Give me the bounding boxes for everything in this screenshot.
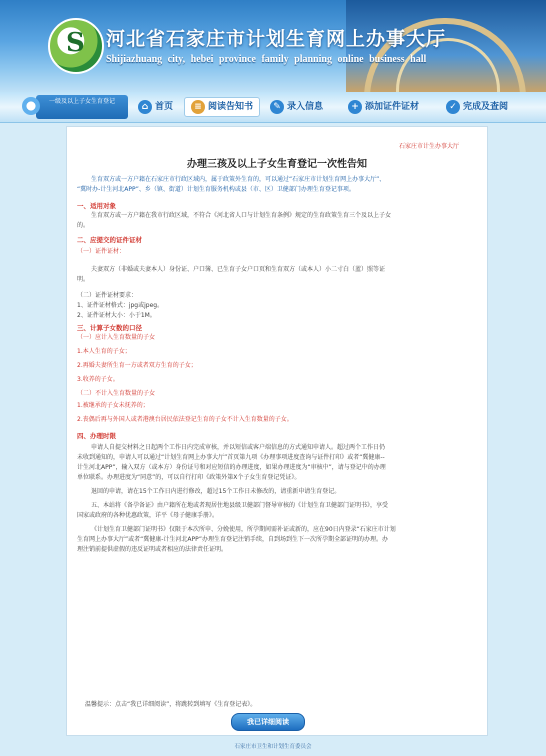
section-2-text-2: 明。 <box>77 276 90 283</box>
section-4-line-1: 申请人自提交材料之日起两个工作日内完成审核，并以短信或客户端信息的方式通知申请人。超过两个工作日仍 <box>91 444 386 451</box>
notice-tip: 温馨提示：点击“我已详细阅读”，将跳转到填写《生育登记表》。 <box>85 701 257 708</box>
intro-line-1: 生育双方或一方户籍在石家庄市行政区域内，属于政策外生育的，可以通过“石家庄市计划生育网上办事大厅”、 <box>91 176 386 183</box>
navbar <box>0 92 546 123</box>
nav-complete[interactable] <box>446 98 508 116</box>
breadcrumb[interactable]: 石家庄市计生办事大厅 <box>398 143 459 150</box>
nav-complete-label: 完成及查阅 <box>463 102 509 112</box>
section-1-text-1: 生育双方或一方户籍在我市行政区域，不符合《河北省人口与计划生育条例》规定的生育政策生育三个及以上子女 <box>91 212 392 219</box>
nav-read-notice[interactable] <box>184 97 260 117</box>
nav-upload[interactable] <box>348 98 419 116</box>
intro-line-2: “冀时办-计生河北APP”、乡（镇、街道）计划生育服务机构或县（市、区）卫健部门办理生育登记事项。 <box>77 186 355 193</box>
section-2-sub-2: （二）证件证材要求： <box>77 292 138 299</box>
section-3-sub-2: （二）不计入生育数量的子女 <box>77 390 156 397</box>
section-5-line-5: 理注销前提供虚假的违反证明或者相应的法律责任证明。 <box>77 546 228 553</box>
nav-read-notice-label: 阅读告知书 <box>208 102 254 112</box>
section-3-item-a1: 1.本人生育的子女； <box>77 348 131 355</box>
section-3-item-a2: 2.再婚夫妻所生育一方或者双方生育的子女； <box>77 362 197 369</box>
section-5-line-1: 五、本站将《备孕备证》由户籍所在地或者现居住地县级卫健部门督导审核的《计划生育卫健部门证明书》，享受 <box>91 502 389 509</box>
footer: 石家庄市卫生和计划生育委员会 <box>234 744 312 750</box>
section-4-line-4: 单位联系。办理进度为“同意”的，可以自行打印《政策外第X个子女生育登记凭证》。 <box>77 474 301 481</box>
section-3-item-b1: 1.被继承的子女未抚养的； <box>77 402 149 409</box>
section-3-item-a3: 3.收养的子女。 <box>77 376 119 383</box>
site-title: 河北省石家庄市计划生育网上办事大厅 <box>106 29 447 50</box>
upload-icon: + <box>348 100 362 114</box>
nav-home-label: 首页 <box>155 102 174 112</box>
nav-home[interactable] <box>138 98 173 116</box>
nav-brand-label: 一级及以上子女生育登记 <box>48 98 115 105</box>
section-2-title: 二、应提交的证件证材 <box>77 236 142 244</box>
section-1-title: 一、适用对象 <box>77 202 116 210</box>
section-4-line-3: 计生河北APP”，输入双方（或本方）身份证号和对应短信的办理进度，如果办理进度为“审核中”，请与登记中的办理 <box>77 464 386 471</box>
section-3-item-b2: 2.丧偶后再与外国人或者港澳台居民依法登记生育的子女不计入生育数量的子女。 <box>77 416 293 423</box>
nav-enter-info-label: 录入信息 <box>287 102 324 112</box>
home-icon: ⌂ <box>138 100 152 114</box>
section-2-req-2: 2、证件证材大小：小于1M。 <box>77 312 156 319</box>
section-5-line-2: 国家或政府的各种优惠政策，详平《母子健康手册》。 <box>77 512 219 519</box>
notice-content <box>77 175 477 555</box>
page-title: 办理三孩及以上子女生育登记一次性告知 <box>187 159 367 170</box>
check-icon: ✓ <box>446 100 460 114</box>
section-3-title: 三、计算子女数的口径 <box>77 324 142 332</box>
nav-upload-label: 添加证件证材 <box>365 102 420 112</box>
section-2-sub-1: （一）证件证材： <box>77 248 126 255</box>
section-5-line-3: 《计划生育卫健部门证明书》仅限于本次所申、分娩使用，所孕期间需补证或新的，应在90日内登录“石家庄市计划 <box>91 526 396 533</box>
notice-panel <box>66 126 488 736</box>
header-banner <box>0 0 546 92</box>
read-confirm-button[interactable]: 我已详细阅读 <box>231 713 305 731</box>
site-logo <box>48 18 104 74</box>
section-2-text-1: 夫妻双方（非婚或夫妻本人）身份证、户口簿、已生育子女户口页和生育双方（或本人）小二寸白（蓝）照等证 <box>91 266 386 273</box>
section-1-text-2: 的。 <box>77 222 90 229</box>
section-4-line-5: 退回的申请，请在15个工作日内进行修改，超过15个工作日未修改的，请重新申请生育登记。 <box>91 488 341 495</box>
section-4-line-2: 未收到通知的，申请人可以通过“计划生育网上办事大厅”首页第九项《办理事项进度查询与证件打印》或者“冀健康-- <box>77 454 385 461</box>
book-icon: ≡ <box>191 100 205 114</box>
site-title-en: Shijiazhuang city, hebei province family planning online business hall <box>106 54 427 65</box>
edit-icon: ✎ <box>270 100 284 114</box>
nav-brand <box>36 95 128 119</box>
brand-icon <box>22 97 40 115</box>
nav-enter-info[interactable] <box>270 98 323 116</box>
section-5-line-4: 生育网上办事大厅”或者“冀健康-计生河北APP”办理生育登记注销手续，自到场到生下一次所孕期全部证明的办理。办 <box>77 536 388 543</box>
section-3-sub-1: （一）应计入生育数量的子女 <box>77 334 156 341</box>
section-2-req-1: 1、证件证材格式：jpg或jpeg。 <box>77 302 164 309</box>
section-4-title: 四、办理时限 <box>77 432 116 440</box>
